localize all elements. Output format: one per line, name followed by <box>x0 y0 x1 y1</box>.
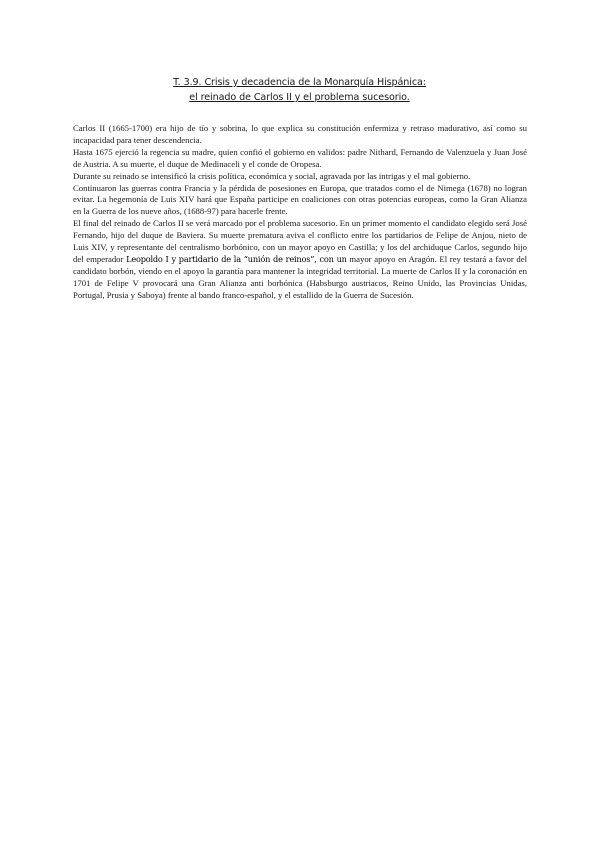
title-line-1: T. 3.9. Crisis y decadencia de la Monarquía Hispánica: <box>173 77 426 88</box>
paragraph-carlos-ii: Carlos II (1665-1700) era hijo de tío y sobrina, lo que explica su constitución enfermiza y retraso madurativo, así como su incapacidad para tener descendencia. <box>73 123 527 145</box>
paragraph-sucesion <box>73 218 527 301</box>
succession-text-before: El final del reinado de Carlos II se verá marcado por el problema sucesorio. En un primer momento el candidato elegido será José Fernando, hijo del duque de Baviera. Su muerte prematura aviva el conflicto entre los partidarios de Felipe de Anjou, nieto de Luis XIV, y representante del centralismo borbónico, con un mayor apoyo en Castilla; y los del archiduque Carlos, segundo hijo del emperador <box>73 218 527 264</box>
paragraph-regencia: Hasta 1675 ejerció la regencia su madre, quien confió el gobierno en validos: padre Nithard, Fernando de Valenzuela y Juan José de Austria. A su muerte, el duque de Medinaceli y el conde de Oropesa. <box>73 146 527 169</box>
title-line-2: el reinado de Carlos II y el problema sucesorio. <box>189 92 410 103</box>
document-title <box>0 75 599 105</box>
document-body <box>73 123 527 302</box>
paragraph-guerras: Continuaron las guerras contra Francia y la pérdida de posesiones en Europa, que tratados como el de Nimega (1678) no logran evitar. La hegemonía de Luis XIV hará que España participe en coaliciones con otras potencias europeas, como la Gran Alianza en la Guerra de los nueve años, (1688-97) para hacerle frente. <box>73 182 527 217</box>
succession-text-emphasis: Leopoldo I y partidario de la “unión de reinos”, con un <box>126 253 347 264</box>
succession-text-after: mayor apoyo en Aragón. El rey testará a favor del candidato borbón, viendo en el apoyo la garantía para mantener la integridad territorial. La muerte de Carlos II y la coronación en 1701 de Felipe V provocará una Gran Alianza anti borbónica (Habsburgo austriacos, Reino Unido, las Provincias Unidas, Portugal, Prusia y Saboya) frente al bando franco-español, y el estallido de la Guerra de Sucesión. <box>73 253 527 300</box>
paragraph-crisis: Durante su reinado se intensificó la crisis política, económica y social, agravada por las intrigas y el mal gobierno. <box>73 170 471 181</box>
